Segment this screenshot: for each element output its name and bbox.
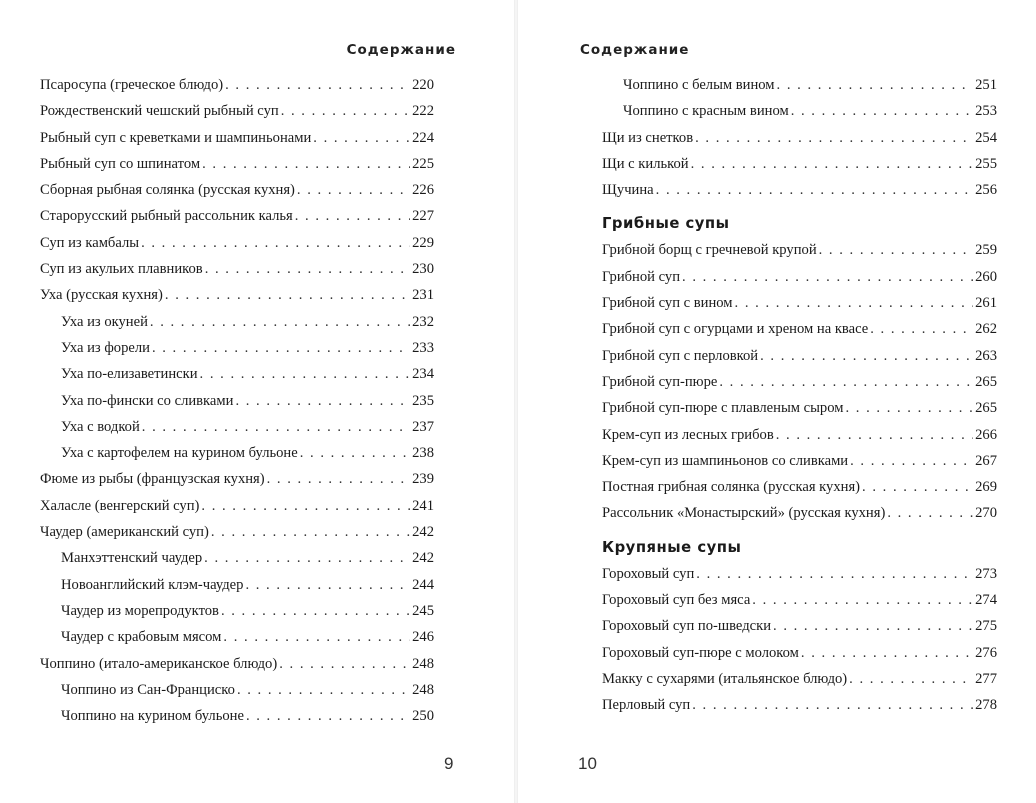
toc-entry <box>40 677 434 703</box>
toc-entry <box>602 264 997 290</box>
entry-title: Уха по-фински со сливками <box>61 392 234 409</box>
dot-leader <box>300 440 410 466</box>
toc-entry <box>602 151 997 177</box>
entry-page-number: 262 <box>975 321 997 338</box>
entry-page-number: 259 <box>975 242 997 259</box>
entry-title: Чаудер (американский суп) <box>40 524 209 541</box>
entry-title: Уха с картофелем на курином бульоне <box>61 445 298 462</box>
dot-leader <box>846 395 974 421</box>
entry-title: Грибной суп-пюре с плавленым сыром <box>602 400 844 417</box>
dot-leader <box>776 422 973 448</box>
entry-title: Гороховый суп по-шведски <box>602 618 772 635</box>
entry-page-number: 248 <box>412 681 434 698</box>
toc-list <box>602 72 997 719</box>
entry-page-number: 230 <box>412 261 434 278</box>
dot-leader <box>225 72 410 98</box>
entry-page-number: 278 <box>975 697 997 714</box>
entry-page-number: 231 <box>412 287 434 304</box>
toc-entry <box>602 343 997 369</box>
entry-title: Макку с сухарями (итальянское блюдо) <box>602 670 848 687</box>
dot-leader <box>692 692 973 718</box>
toc-entry <box>40 572 434 598</box>
entry-page-number: 237 <box>412 418 434 435</box>
entry-title: Гороховый суп-пюре с молоком <box>602 644 799 661</box>
toc-entry <box>40 282 434 308</box>
toc-entry <box>602 587 997 613</box>
page-number: 9 <box>444 754 454 773</box>
toc-entry <box>40 361 434 387</box>
entry-page-number: 253 <box>975 103 997 120</box>
entry-title: Уха из окуней <box>61 313 148 330</box>
toc-entry <box>602 692 997 718</box>
dot-leader <box>773 613 973 639</box>
entry-title: Чоппино (итало-американское блюдо) <box>40 655 278 672</box>
toc-entry <box>602 474 997 500</box>
entry-page-number: 250 <box>412 708 434 725</box>
entry-title: Чаудер из морепродуктов <box>61 602 219 619</box>
entry-title: Уха (русская кухня) <box>40 287 163 304</box>
toc-entry <box>40 309 434 335</box>
entry-page-number: 232 <box>412 313 434 330</box>
dot-leader <box>201 493 410 519</box>
entry-title: Крем-суп из шампиньонов со сливками <box>602 452 849 469</box>
toc-entry <box>40 125 434 151</box>
dot-leader <box>862 474 973 500</box>
entry-title: Новоанглийский клэм-чаудер <box>61 576 244 593</box>
toc-entry <box>602 369 997 395</box>
entry-title: Крем-суп из лесных грибов <box>602 426 774 443</box>
toc-entry <box>40 177 434 203</box>
toc-list <box>40 72 434 729</box>
entry-page-number: 225 <box>412 155 434 172</box>
entry-page-number: 269 <box>975 479 997 496</box>
entry-page-number: 242 <box>412 524 434 541</box>
dot-leader <box>887 500 973 526</box>
entry-page-number: 233 <box>412 339 434 356</box>
entry-page-number: 246 <box>412 629 434 646</box>
dot-leader <box>791 98 973 124</box>
entry-page-number: 248 <box>412 655 434 672</box>
toc-entry <box>40 230 434 256</box>
toc-entry <box>40 440 434 466</box>
entry-title: Рыбный суп с креветками и шампиньонами <box>40 129 312 146</box>
dot-leader <box>237 677 410 703</box>
dot-leader <box>150 309 410 335</box>
entry-page-number: 220 <box>412 77 434 93</box>
toc-entry <box>602 613 997 639</box>
toc-entry <box>602 237 997 263</box>
dot-leader <box>152 335 410 361</box>
entry-title: Рассольник «Монастырский» (русская кухня) <box>602 505 886 522</box>
entry-title: Гороховый суп <box>602 565 695 582</box>
page-header: Содержание <box>580 42 690 58</box>
entry-title: Грибной суп с перловкой <box>602 347 759 364</box>
entry-title: Суп из камбалы <box>40 234 140 251</box>
toc-entry <box>40 624 434 650</box>
toc-entry <box>602 640 997 666</box>
dot-leader <box>735 290 974 316</box>
entry-title: Грибной суп <box>602 268 681 285</box>
dot-leader <box>141 230 410 256</box>
entry-page-number: 276 <box>975 644 997 661</box>
toc-entry <box>40 256 434 282</box>
entry-page-number: 238 <box>412 445 434 462</box>
entry-page-number: 265 <box>975 373 997 390</box>
entry-title: Старорусский рыбный рассольник калья <box>40 208 293 225</box>
entry-title: Чоппино с белым вином <box>623 77 775 93</box>
entry-page-number: 229 <box>412 234 434 251</box>
toc-entry <box>40 493 434 519</box>
entry-title: Щи из снетков <box>602 129 694 146</box>
entry-page-number: 260 <box>975 268 997 285</box>
entry-title: Щи с килькой <box>602 155 689 172</box>
dot-leader <box>204 545 410 571</box>
dot-leader <box>682 264 973 290</box>
toc-entry <box>40 519 434 545</box>
toc-entry <box>602 422 997 448</box>
entry-page-number: 222 <box>412 103 434 120</box>
toc-entry <box>40 414 434 440</box>
dot-leader <box>235 388 410 414</box>
toc-entry <box>40 388 434 414</box>
entry-page-number: 263 <box>975 347 997 364</box>
entry-title: Рождественский чешский рыбный суп <box>40 103 279 120</box>
dot-leader <box>205 256 410 282</box>
dot-leader <box>850 448 973 474</box>
toc-entry <box>40 703 434 729</box>
toc-entry <box>602 561 997 587</box>
entry-title: Грибной суп с вином <box>602 295 733 312</box>
toc-entry <box>40 651 434 677</box>
entry-page-number: 273 <box>975 565 997 582</box>
toc-entry <box>602 500 997 526</box>
entry-title: Грибной борщ с гречневой крупой <box>602 242 817 259</box>
toc-entry <box>602 72 997 98</box>
page-number: 10 <box>578 754 597 773</box>
dot-leader <box>691 151 974 177</box>
toc-entry <box>40 72 434 98</box>
entry-page-number: 275 <box>975 618 997 635</box>
toc-entry <box>40 545 434 571</box>
entry-page-number: 239 <box>412 471 434 488</box>
dot-leader <box>202 151 410 177</box>
toc-entry <box>40 98 434 124</box>
entry-title: Чоппино из Сан-Франциско <box>61 681 235 698</box>
dot-leader <box>142 414 410 440</box>
dot-leader <box>200 361 411 387</box>
dot-leader <box>165 282 410 308</box>
toc-entry <box>40 203 434 229</box>
toc-entry <box>40 466 434 492</box>
right-page <box>518 0 1036 803</box>
dot-leader <box>760 343 973 369</box>
toc-entry <box>40 598 434 624</box>
entry-page-number: 235 <box>412 392 434 409</box>
entry-title: Гороховый суп без мяса <box>602 592 751 609</box>
entry-page-number: 255 <box>975 155 997 172</box>
entry-title: Уха по-елизаветински <box>61 366 198 383</box>
dot-leader <box>819 237 973 263</box>
entry-title: Фюме из рыбы (французская кухня) <box>40 471 265 488</box>
dot-leader <box>281 98 410 124</box>
entry-page-number: 241 <box>412 497 434 514</box>
entry-title: Чаудер с крабовым мясом <box>61 629 222 646</box>
dot-leader <box>870 316 973 342</box>
dot-leader <box>245 572 410 598</box>
toc-entry <box>602 395 997 421</box>
toc-entry <box>602 125 997 151</box>
entry-title: Грибной суп-пюре <box>602 373 718 390</box>
entry-page-number: 254 <box>975 129 997 146</box>
dot-leader <box>849 666 973 692</box>
entry-title: Псаросупа (греческое блюдо) <box>40 77 224 93</box>
entry-page-number: 274 <box>975 592 997 609</box>
entry-title: Перловый суп <box>602 697 691 714</box>
entry-title: Чоппино на курином бульоне <box>61 708 244 725</box>
toc-entry <box>602 666 997 692</box>
dot-leader <box>211 519 410 545</box>
entry-page-number: 256 <box>975 182 997 199</box>
toc-entry <box>602 177 997 203</box>
entry-title: Уха с водкой <box>61 418 140 435</box>
entry-page-number: 234 <box>412 366 434 383</box>
entry-page-number: 245 <box>412 602 434 619</box>
entry-page-number: 227 <box>412 208 434 225</box>
dot-leader <box>221 598 410 624</box>
dot-leader <box>696 561 973 587</box>
entry-title: Уха из форели <box>61 339 150 356</box>
entry-page-number: 242 <box>412 550 434 567</box>
dot-leader <box>246 703 410 729</box>
dot-leader <box>801 640 973 666</box>
toc-entry <box>40 335 434 361</box>
toc-entry <box>602 448 997 474</box>
toc-entry <box>602 316 997 342</box>
dot-leader <box>313 125 410 151</box>
section-heading: Крупяные супы <box>602 538 742 556</box>
entry-title: Халасле (венгерский суп) <box>40 497 200 514</box>
dot-leader <box>295 203 410 229</box>
dot-leader <box>719 369 973 395</box>
entry-page-number: 265 <box>975 400 997 417</box>
dot-leader <box>656 177 973 203</box>
entry-page-number: 270 <box>975 505 997 522</box>
entry-page-number: 277 <box>975 670 997 687</box>
entry-title: Рыбный суп со шпинатом <box>40 155 201 172</box>
dot-leader <box>267 466 410 492</box>
entry-page-number: 251 <box>975 77 997 93</box>
dot-leader <box>752 587 973 613</box>
entry-title: Чоппино с красным вином <box>623 103 789 120</box>
dot-leader <box>279 651 410 677</box>
toc-entry <box>602 290 997 316</box>
entry-title: Сборная рыбная солянка (русская кухня) <box>40 182 295 199</box>
entry-page-number: 226 <box>412 182 434 199</box>
toc-entry <box>602 98 997 124</box>
toc-entry <box>40 151 434 177</box>
entry-title: Суп из акульих плавников <box>40 261 203 278</box>
page-header: Содержание <box>346 42 456 58</box>
entry-page-number: 244 <box>412 576 434 593</box>
entry-title: Постная грибная солянка (русская кухня) <box>602 479 861 496</box>
dot-leader <box>223 624 410 650</box>
entry-title: Манхэттенский чаудер <box>61 550 203 567</box>
entry-title: Грибной суп с огурцами и хреном на квасе <box>602 321 869 338</box>
entry-page-number: 267 <box>975 452 997 469</box>
entry-page-number: 266 <box>975 426 997 443</box>
entry-page-number: 261 <box>975 295 997 312</box>
left-page <box>0 0 514 803</box>
dot-leader <box>695 125 973 151</box>
dot-leader <box>297 177 410 203</box>
section-heading: Грибные супы <box>602 215 730 233</box>
dot-leader <box>777 72 974 98</box>
entry-title: Щучина <box>602 182 654 199</box>
entry-page-number: 224 <box>412 129 434 146</box>
